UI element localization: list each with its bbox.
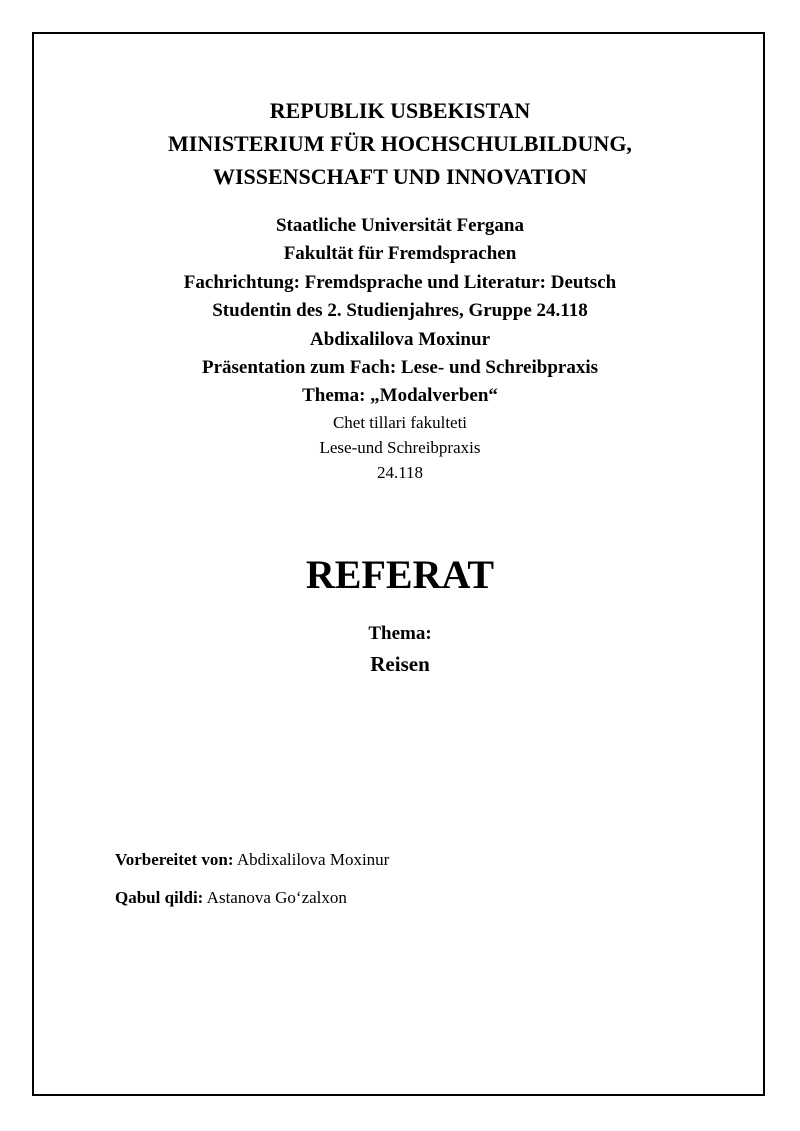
accepted-by-line (115, 889, 347, 906)
university-name: Staatliche Universität Fergana (275, 215, 524, 236)
country-heading: REPUBLIK USBEKISTAN (269, 98, 531, 123)
ministry-heading-line1: MINISTERIUM FÜR HOCHSCHULBILDUNG, (168, 131, 632, 156)
student-name: Abdixalilova Moxinur (310, 329, 490, 350)
thema-value: Reisen (370, 652, 430, 676)
ministry-heading-line2: WISSENSCHAFT UND INNOVATION (212, 164, 588, 189)
faculty-uzbek: Chet tillari fakulteti (332, 413, 468, 432)
topic-line: Thema: „Modalverben“ (302, 385, 498, 406)
accepted-by-label: Qabul qildi: (115, 888, 204, 907)
thema-label: Thema: (368, 623, 432, 644)
course-name: Lese-und Schreibpraxis (319, 438, 481, 457)
subject-line: Präsentation zum Fach: Lese- und Schreibpraxis (201, 357, 598, 378)
prepared-by-label: Vorbereitet von: (115, 850, 234, 869)
prepared-by-value: Abdixalilova Moxinur (236, 850, 390, 869)
faculty-name: Fakultät für Fremdsprachen (283, 243, 517, 264)
student-year-line: Studentin des 2. Studienjahres, Gruppe 24.118 (212, 300, 588, 321)
prepared-by-line (115, 851, 389, 868)
specialty-line: Fachrichtung: Fremdsprache und Literatur: Deutsch (183, 272, 617, 293)
group-number: 24.118 (376, 463, 424, 482)
accepted-by-value: Astanova Go‘zalxon (206, 888, 347, 907)
document-title: REFERAT (305, 552, 495, 597)
